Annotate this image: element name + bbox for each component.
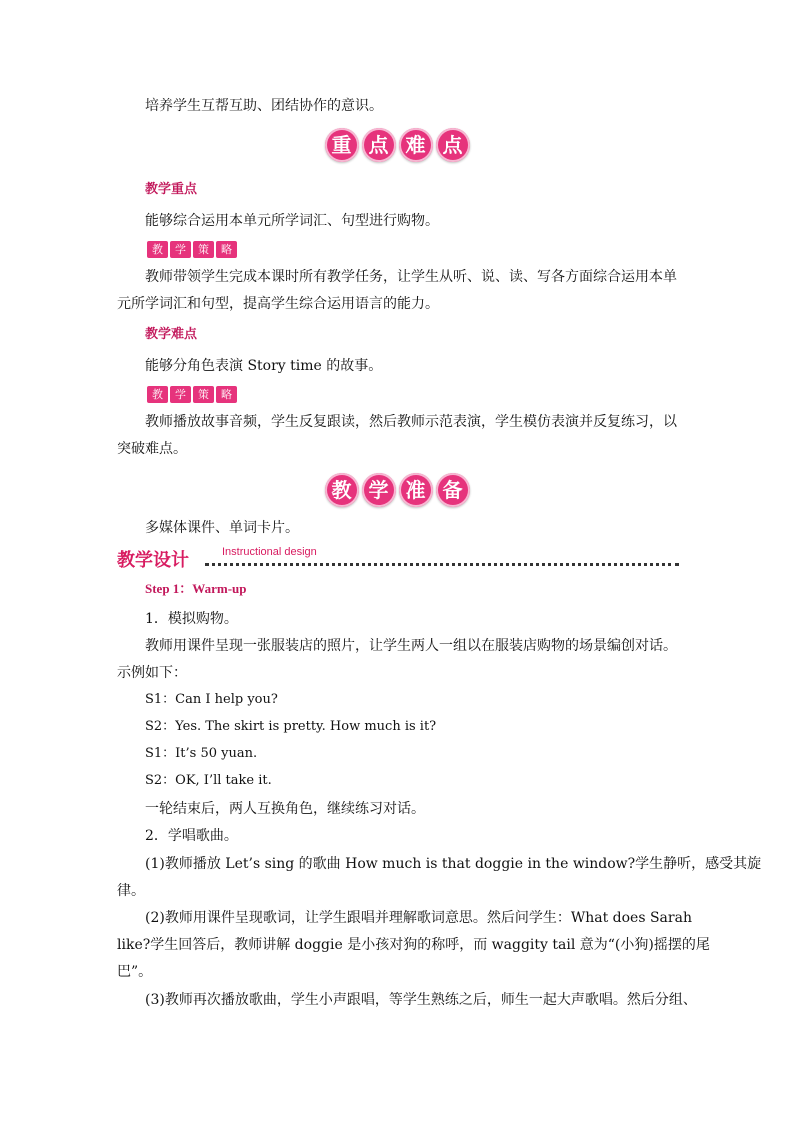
badge-char: 难: [399, 128, 433, 162]
preparation-text: 多媒体课件、单词卡片。: [145, 520, 299, 536]
difficulty-strategy-line-2: 突破难点。: [117, 441, 187, 457]
badge-char: 点: [436, 128, 470, 162]
difficulty-strategy-line-1: 教师播放故事音频，学生反复跟读，然后教师示范表演，学生模仿表演并反复练习，以: [145, 414, 677, 430]
badge-char: 点: [362, 128, 396, 162]
badge-char: 备: [436, 473, 470, 507]
dialog-line: S2：OK, I’ll take it.: [145, 773, 272, 788]
song-step-2-line-3: 巴”。: [117, 964, 153, 980]
difficulty-text: 能够分角色表演 Story time 的故事。: [145, 358, 383, 374]
song-step-1-line-2: 律。: [117, 883, 145, 899]
strategy-char: 教: [147, 241, 168, 258]
strategy-char: 策: [193, 386, 214, 403]
key-point-text: 能够综合运用本单元所学词汇、句型进行购物。: [145, 213, 439, 229]
preparation-badge: [0, 473, 794, 507]
after-round-text: 一轮结束后，两人互换角色，继续练习对话。: [145, 801, 425, 817]
key-point-strategy-line-1: 教师带领学生完成本课时所有教学任务，让学生从听、说、读、写各方面综合运用本单: [145, 269, 677, 285]
song-step-2-line-1: (2)教师用课件呈现歌词，让学生跟唱并理解歌词意思。然后问学生：What does Sarah: [145, 910, 692, 926]
strategy-char: 策: [193, 241, 214, 258]
item-1-desc-line-1: 教师用课件呈现一张服装店的照片，让学生两人一组以在服装店购物的场景编创对话。: [145, 638, 677, 654]
strategy-char: 略: [216, 241, 237, 258]
key-points-badge: [0, 128, 794, 162]
song-step-3-line-1: (3)教师再次播放歌曲，学生小声跟唱，等学生熟练之后，师生一起大声歌唱。然后分组、: [145, 992, 697, 1008]
strategy-char: 略: [216, 386, 237, 403]
strategy-label: [147, 241, 237, 258]
dialog-line: S1：It’s 50 yuan.: [145, 746, 258, 761]
badge-char: 学: [362, 473, 396, 507]
dialog-line: S1：Can I help you?: [145, 692, 278, 707]
key-point-strategy-line-2: 元所学词汇和句型，提高学生综合运用语言的能力。: [117, 296, 439, 312]
song-step-2-line-2: like?学生回答后，教师讲解 doggie 是小孩对狗的称呼，而 waggity tail 意为“(小狗)摇摆的尾: [117, 937, 710, 953]
design-section-title: 教学设计: [117, 550, 189, 571]
key-point-heading: 教学重点: [145, 182, 198, 197]
intro-line: 培养学生互帮互助、团结协作的意识。: [145, 98, 383, 114]
item-1-title: 1．模拟购物。: [145, 611, 238, 627]
strategy-char: 教: [147, 386, 168, 403]
item-2-title: 2．学唱歌曲。: [145, 828, 238, 844]
strategy-label: [147, 386, 237, 403]
badge-char: 教: [325, 473, 359, 507]
strategy-char: 学: [170, 241, 191, 258]
strategy-char: 学: [170, 386, 191, 403]
design-section-title-en: Instructional design: [222, 546, 317, 558]
difficulty-heading: 教学难点: [145, 327, 198, 342]
badge-char: 重: [325, 128, 359, 162]
song-step-1-line-1: (1)教师播放 Let’s sing 的歌曲 How much is that doggie in the window?学生静听，感受其旋: [145, 856, 762, 872]
step-heading: Step 1：Warm-up: [145, 581, 247, 596]
item-1-desc-line-2: 示例如下：: [117, 665, 187, 681]
dialog-line: S2：Yes. The skirt is pretty. How much is it?: [145, 719, 437, 734]
badge-char: 准: [399, 473, 433, 507]
dotted-divider: [205, 563, 679, 566]
